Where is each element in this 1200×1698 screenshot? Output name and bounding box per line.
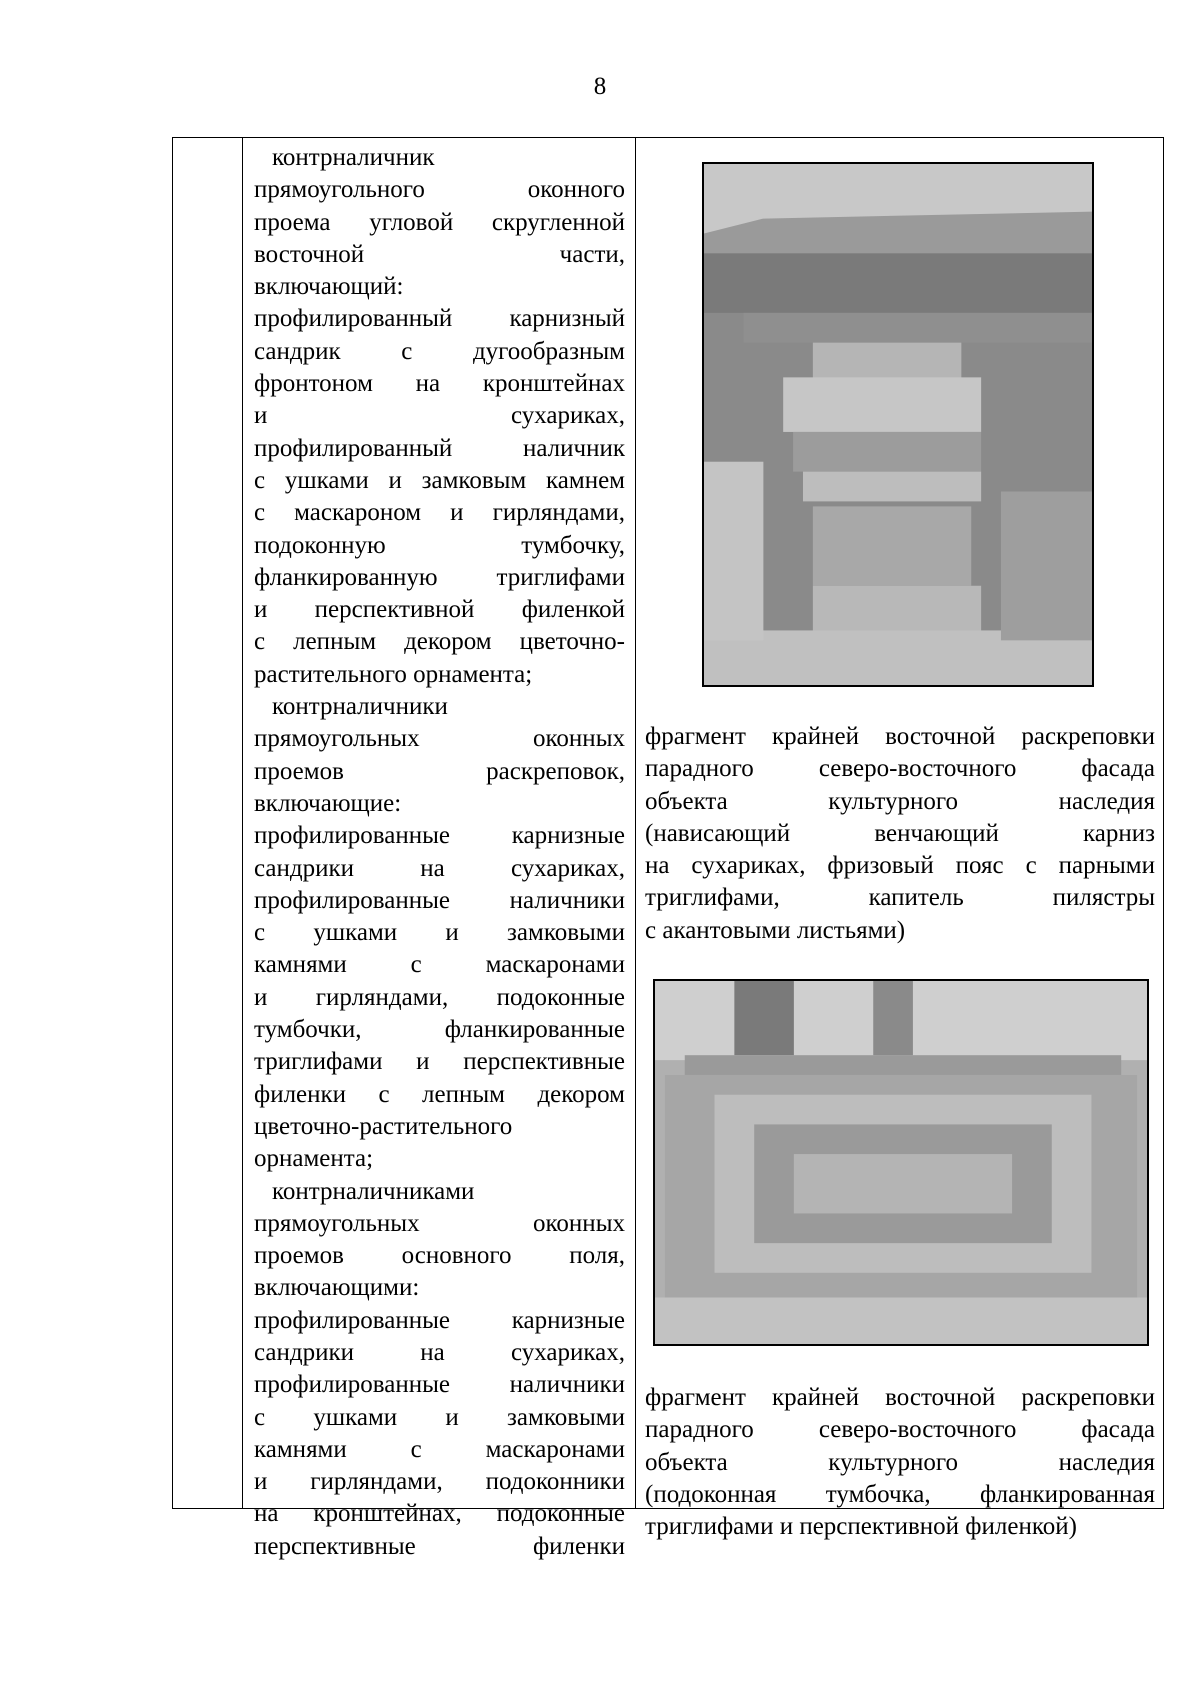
description-line: с ушками и замковыми xyxy=(254,919,625,947)
description-line: тумбочки, фланкированные xyxy=(254,1016,625,1044)
description-line: восточной части, xyxy=(254,240,625,268)
description-line: профилированный наличник xyxy=(254,434,625,462)
page-number: 8 xyxy=(593,73,607,100)
description-line: на кронштейнах, подоконные xyxy=(254,1500,625,1528)
description-line: сандрик с дугообразным xyxy=(254,337,625,365)
description-line: профилированные наличники xyxy=(254,1371,625,1399)
description-line: перспективные филенки xyxy=(254,1532,625,1560)
description-line: проема угловой скругленной xyxy=(254,208,625,236)
description-line: филенки с лепным декором xyxy=(254,1080,625,1108)
caption-line: с акантовыми листьями) xyxy=(645,916,906,944)
description-line: включающий: xyxy=(254,273,404,301)
description-line: с ушками и замковым камнем xyxy=(254,466,625,494)
description-line: и гирляндами, подоконники xyxy=(254,1468,625,1496)
description-line: с лепным декором цветочно- xyxy=(254,628,625,656)
description-line: фланкированную триглифами xyxy=(254,563,625,591)
description-line: сандрики на сухариках, xyxy=(254,854,625,882)
description-line: с ушками и замковыми xyxy=(254,1403,625,1431)
description-line: камнями с маскаронами xyxy=(254,951,625,979)
caption-line: парадного северо-восточного фасада xyxy=(645,755,1155,783)
description-line: профилированные наличники xyxy=(254,886,625,914)
description-line: контрналичник xyxy=(272,144,435,171)
description-line: растительного орнамента; xyxy=(254,660,533,688)
description-line: контрналичники xyxy=(272,693,448,721)
description-line: прямоугольных оконных xyxy=(254,1209,625,1237)
caption-line: объекта культурного наследия xyxy=(645,787,1155,815)
caption-line: на сухариках, фризовый пояс с парными xyxy=(645,852,1155,880)
caption-line: триглифами, капитель пилястры xyxy=(645,884,1155,912)
element-description-text xyxy=(254,142,625,1563)
description-line: фронтоном на кронштейнах xyxy=(254,370,625,398)
photo-caption-1 xyxy=(645,721,1155,947)
description-table xyxy=(172,137,1164,1560)
caption-line: фрагмент крайней восточной раскреповки xyxy=(645,723,1155,750)
description-line: профилированные карнизные xyxy=(254,822,625,850)
description-line: профилированные карнизные xyxy=(254,1306,625,1334)
description-line: и перспективной филенкой xyxy=(254,596,625,624)
description-line: профилированный карнизный xyxy=(254,305,625,333)
description-line: с маскароном и гирляндами, xyxy=(254,499,625,527)
facade-photo-cornice xyxy=(702,162,1094,687)
facade-photo-window-base xyxy=(653,979,1149,1346)
description-line: подоконную тумбочку, xyxy=(254,531,625,559)
caption-line: парадного северо-восточного фасада xyxy=(645,1416,1155,1444)
caption-line: объекта культурного наследия xyxy=(645,1448,1155,1476)
photo-caption-2 xyxy=(645,1382,1155,1543)
description-line: цветочно-растительного xyxy=(254,1112,513,1140)
caption-line: (нависающий венчающий карниз xyxy=(645,819,1155,847)
description-line: включающие: xyxy=(254,789,402,817)
description-line: триглифами и перспективные xyxy=(254,1048,625,1076)
description-line: камнями с маскаронами xyxy=(254,1435,625,1463)
caption-line: (подоконная тумбочка, фланкированная xyxy=(645,1480,1155,1508)
column-divider-2 xyxy=(635,138,636,1508)
column-divider-1 xyxy=(242,138,243,1508)
description-line: прямоугольного оконного xyxy=(254,176,625,204)
description-line: прямоугольных оконных xyxy=(254,725,625,753)
description-line: контрналичниками xyxy=(272,1177,475,1205)
description-line: проемов раскреповок, xyxy=(254,757,625,785)
description-line: и гирляндами, подоконные xyxy=(254,983,625,1011)
description-line: сандрики на сухариках, xyxy=(254,1338,625,1366)
description-line: проемов основного поля, xyxy=(254,1242,625,1270)
description-line: орнамента; xyxy=(254,1145,374,1173)
caption-line: фрагмент крайней восточной раскреповки xyxy=(645,1384,1155,1411)
description-line: включающими: xyxy=(254,1274,420,1302)
caption-line: триглифами и перспективной филенкой) xyxy=(645,1513,1077,1541)
description-line: и сухариках, xyxy=(254,402,625,430)
